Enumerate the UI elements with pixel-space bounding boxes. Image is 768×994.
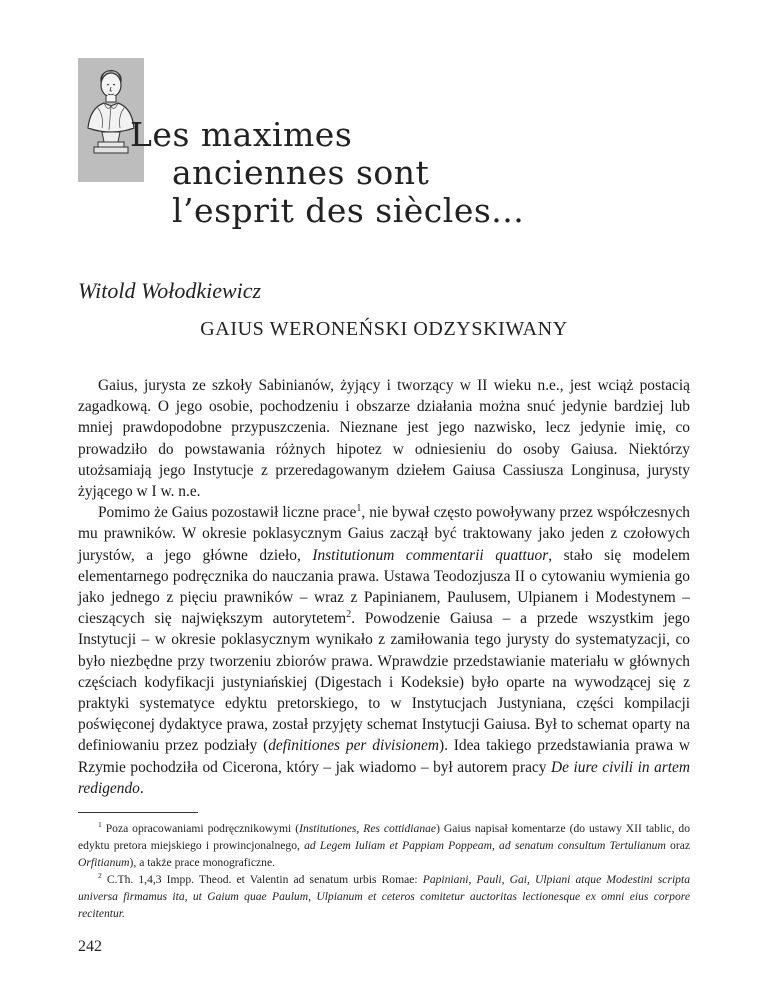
series-title-line-3: l’esprit des siècles... — [172, 191, 525, 230]
paragraph-2-text: Pomimo że Gaius pozostawił liczne prace — [98, 504, 357, 522]
series-title-line-1: Les maximes — [130, 115, 353, 154]
footnote-1-italic: Institutiones, Res cottidianae — [299, 822, 437, 835]
paragraph-2-italic: De iure civili in artem redigendo — [78, 758, 691, 797]
paragraph-2-italic: Institutionum commentarii quattuor — [312, 546, 549, 564]
footnote-2-number: 2 — [98, 871, 102, 881]
footnote-1 — [78, 820, 690, 871]
footnote-1-text: oraz — [665, 839, 690, 852]
footnote-1-text: ), a także prace monograficzne. — [129, 856, 276, 869]
footnote-ref-1[interactable]: 1 — [356, 503, 362, 515]
paragraph-2-text: , stało się modelem elementarnego podręcznika do nauczania prawa. Ustawa Teodozjusza II o cytowaniu wymienia go jako jednego z pięciu prawników – wraz z Papinianem, Paulusem, Ulpianem i Modestynem – cieszących się największym autorytetem — [78, 546, 691, 628]
page-number: 242 — [78, 938, 102, 955]
footnotes — [78, 820, 690, 922]
paragraph-2-italic: definitiones per divisionem — [268, 737, 439, 755]
article-heading: GAIUS WERONEŃSKI ODZYSKIWANY — [200, 318, 568, 340]
footnote-1-text: Poza opracowaniami podręcznikowymi ( — [105, 822, 300, 835]
paragraph-2-text: . — [139, 779, 144, 797]
paragraph-2-text: . Powodzenie Gaiusa – a przede wszystkim jego Instytucji – w okresie poklasycznym wynikało z zamiłowania tego jurysty do systematyzacji, co było niezbędne przy tworzeniu zbiorów prawa. Wprawdzie przedstawianie materiału w głównych częściach kodyfikacji justyniańskiej (Digestach i Kodeksie) było oparte na wywodzącej się z praktyki systematyce edyktu pretorskiego, to w Instytucjach Justyniana, części kompilacji poświęconej dydaktyce prawa, został przyjęty schemat Instytucji Gaiusa. Był to schemat oparty na definiowaniu przez podziały ( — [78, 610, 690, 755]
footnote-1-italic: Orfitianum — [78, 856, 130, 869]
footnote-ref-2[interactable]: 2 — [346, 609, 352, 621]
series-title — [130, 116, 524, 230]
footnote-2-italic: Papiniani, Pauli, Gai, Ulpiani atque Modestini scripta universa firmamus ita, ut Gaium quae Paulum, Ulpianum et ceteros comitetur auctoritas lectionesque ex omni eius corpore recitentur. — [78, 873, 690, 920]
footnote-2-text: C.Th. 1,4,3 Impp. Theod. et Valentin ad senatum urbis Romae: — [106, 873, 423, 886]
footnote-divider — [78, 812, 198, 813]
footnote-1-italic: ad Legem Iuliam et Pappiam Poppeam, ad senatum consultum Tertulianum — [304, 839, 666, 852]
footnote-1-number: 1 — [98, 820, 102, 830]
paragraph-1: Gaius, jurysta ze szkoły Sabinianów, żyjący i tworzący w II wieku n.e., jest wciąż postacią zagadkową. O jego osobie, pochodzeniu i obszarze działania można snuć jedynie bardziej lub mniej prawdopodobne przypuszczenia. Nieznane jest jego nazwisko, lecz jedynie imię, co prowadziło do powstawania różnych hipotez w odniesieniu do osoby Gaiusa. Niektórzy utożsamiają jego Instytucje z przeredagowanym dziełem Gaiusa Cassiusza Longinusa, jurysty żyjącego w I w. n.e. — [78, 377, 690, 501]
article-body — [78, 375, 690, 799]
series-title-line-2: anciennes sont — [172, 153, 430, 192]
author-name: Witold Wołodkiewicz — [78, 278, 262, 303]
paragraph-2 — [78, 502, 690, 799]
footnote-2 — [78, 871, 690, 922]
paragraph-2-text: , nie bywał często powoływany przez współczesnych mu prawników. W okresie poklasycznym Gaius zaczął być traktowany jako jeden z czołowych jurystów, a jego główne dzieło, — [78, 504, 690, 564]
paragraph-2-text: ). Idea takiego przedstawiania prawa w Rzymie pochodziła od Cicerona, który – jak wiadomo – był autorem pracy — [78, 737, 690, 776]
footnote-1-text: ) Gaius napisał komentarze (do ustawy XII tablic, do edyktu pretora miejskiego i prowincjonalnego, — [78, 822, 690, 852]
